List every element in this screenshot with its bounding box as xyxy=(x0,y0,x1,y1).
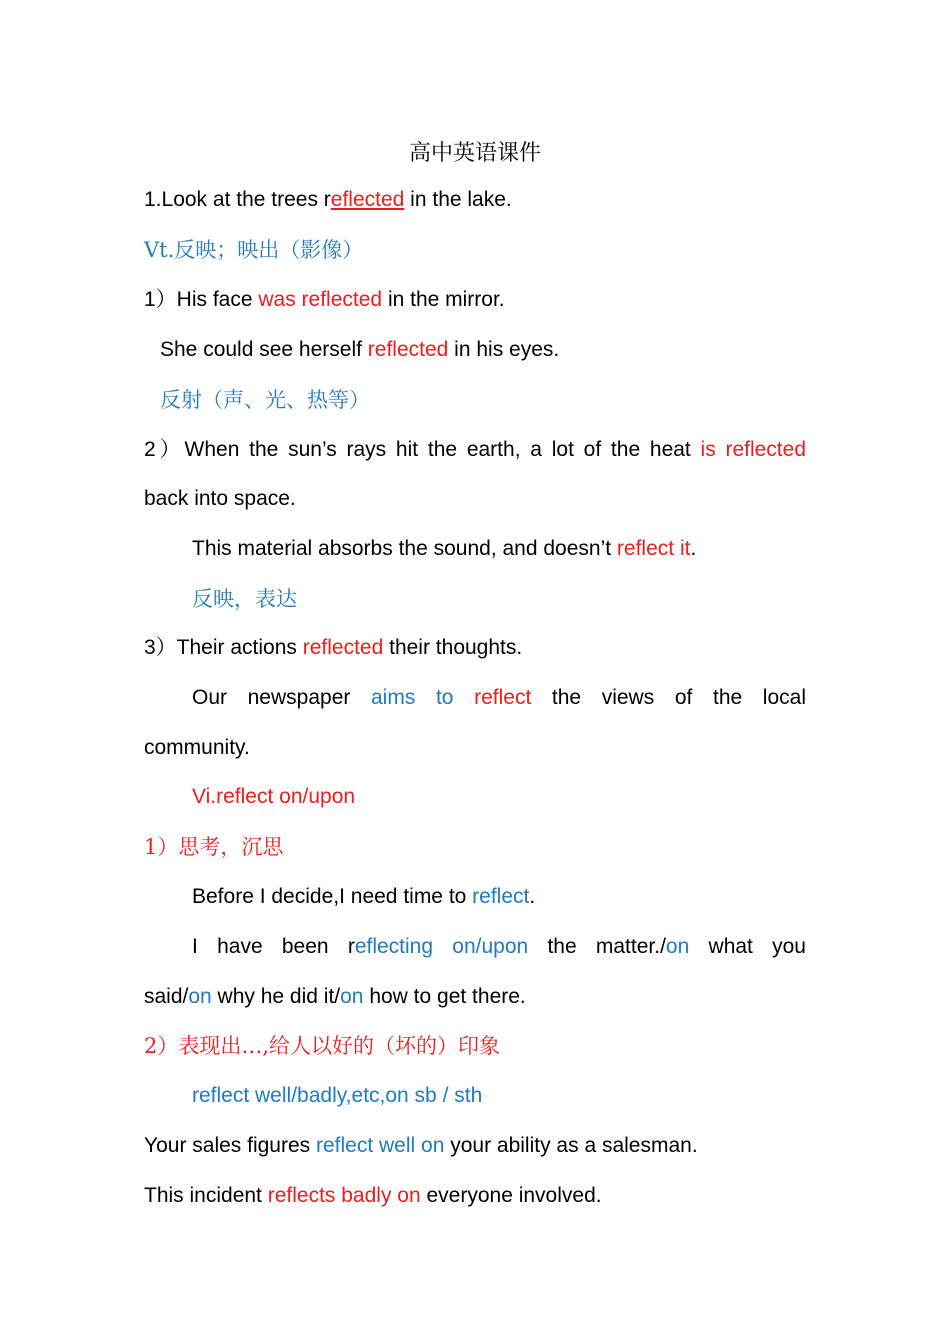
text: Our newspaper xyxy=(192,686,371,709)
text: Before I decide,I need time to xyxy=(192,885,473,908)
text: 反射（声、光、热等） xyxy=(160,388,370,412)
highlight: on xyxy=(340,985,364,1008)
text: . xyxy=(529,885,536,908)
highlight: reflect it xyxy=(616,537,691,560)
text: the matter./ xyxy=(528,935,666,958)
example-line xyxy=(144,286,505,314)
example-line xyxy=(144,634,522,662)
text: everyone involved. xyxy=(420,1184,602,1207)
text: in the lake. xyxy=(404,188,512,211)
highlight: eflecting on/upon xyxy=(354,935,529,958)
example-line xyxy=(144,186,512,214)
example-line xyxy=(192,883,535,911)
text: This incident xyxy=(144,1184,268,1207)
text: back into space. xyxy=(144,487,296,510)
text: community. xyxy=(144,736,250,759)
text: I have been r xyxy=(192,935,355,958)
example-line xyxy=(144,734,250,762)
example-line xyxy=(144,1132,698,1160)
text: 1.Look at the trees r xyxy=(144,188,331,211)
highlight: on xyxy=(665,935,690,958)
text xyxy=(453,686,474,709)
highlight: was reflected xyxy=(258,288,383,311)
definition-heading xyxy=(144,833,283,862)
example-line xyxy=(144,485,296,513)
text: Vi.reflect on/upon xyxy=(192,785,356,808)
text: This material absorbs the sound, and doesn’t xyxy=(192,537,617,560)
highlight: reflected xyxy=(367,338,449,361)
definition-heading xyxy=(192,585,297,614)
text: what you xyxy=(689,935,806,958)
text: in his eyes. xyxy=(448,338,560,361)
page-title: 高中英语课件 xyxy=(408,141,541,166)
text: how to get there. xyxy=(363,985,526,1008)
highlight: reflect well on xyxy=(316,1134,445,1157)
text: Vt.反映；映出（影像） xyxy=(144,238,364,262)
example-line xyxy=(160,336,559,364)
highlight: is reflected xyxy=(700,438,807,461)
text: 1）思考，沉思 xyxy=(144,835,284,859)
highlight: aims to xyxy=(370,686,454,709)
highlight: reflect xyxy=(474,686,532,709)
definition-heading xyxy=(144,1032,500,1061)
example-line xyxy=(144,983,526,1011)
definition-heading xyxy=(144,236,363,265)
highlight: reflect xyxy=(472,885,530,908)
example-line xyxy=(144,436,806,464)
definition-heading xyxy=(160,386,370,415)
definition-heading xyxy=(192,1082,482,1110)
text: why he did it/ xyxy=(211,985,341,1008)
text: your ability as a salesman. xyxy=(444,1134,698,1157)
definition-heading xyxy=(192,783,355,811)
text: in the mirror. xyxy=(382,288,505,311)
text: said/ xyxy=(144,985,189,1008)
example-line xyxy=(192,684,806,712)
highlight: on xyxy=(188,985,212,1008)
text: . xyxy=(690,537,697,560)
text: 3）Their actions xyxy=(144,636,303,659)
highlight: eflected xyxy=(330,188,405,211)
text: 1）His face xyxy=(144,288,259,311)
text: 反映，表达 xyxy=(192,587,297,611)
text: 2）When the sun’s rays hit the earth, a lot of the heat xyxy=(144,438,701,461)
highlight: reflects badly on xyxy=(267,1184,421,1207)
example-line xyxy=(192,535,696,563)
text: Your sales figures xyxy=(144,1134,316,1157)
text: reflect well/badly,etc,on sb / sth xyxy=(192,1084,483,1107)
example-line xyxy=(192,933,806,961)
highlight: reflected xyxy=(302,636,384,659)
example-line xyxy=(144,1182,602,1210)
text: 2）表现出…,给人以好的（坏的）印象 xyxy=(144,1034,501,1058)
text: their thoughts. xyxy=(383,636,523,659)
text: She could see herself xyxy=(160,338,368,361)
text: the views of the local xyxy=(531,686,806,709)
